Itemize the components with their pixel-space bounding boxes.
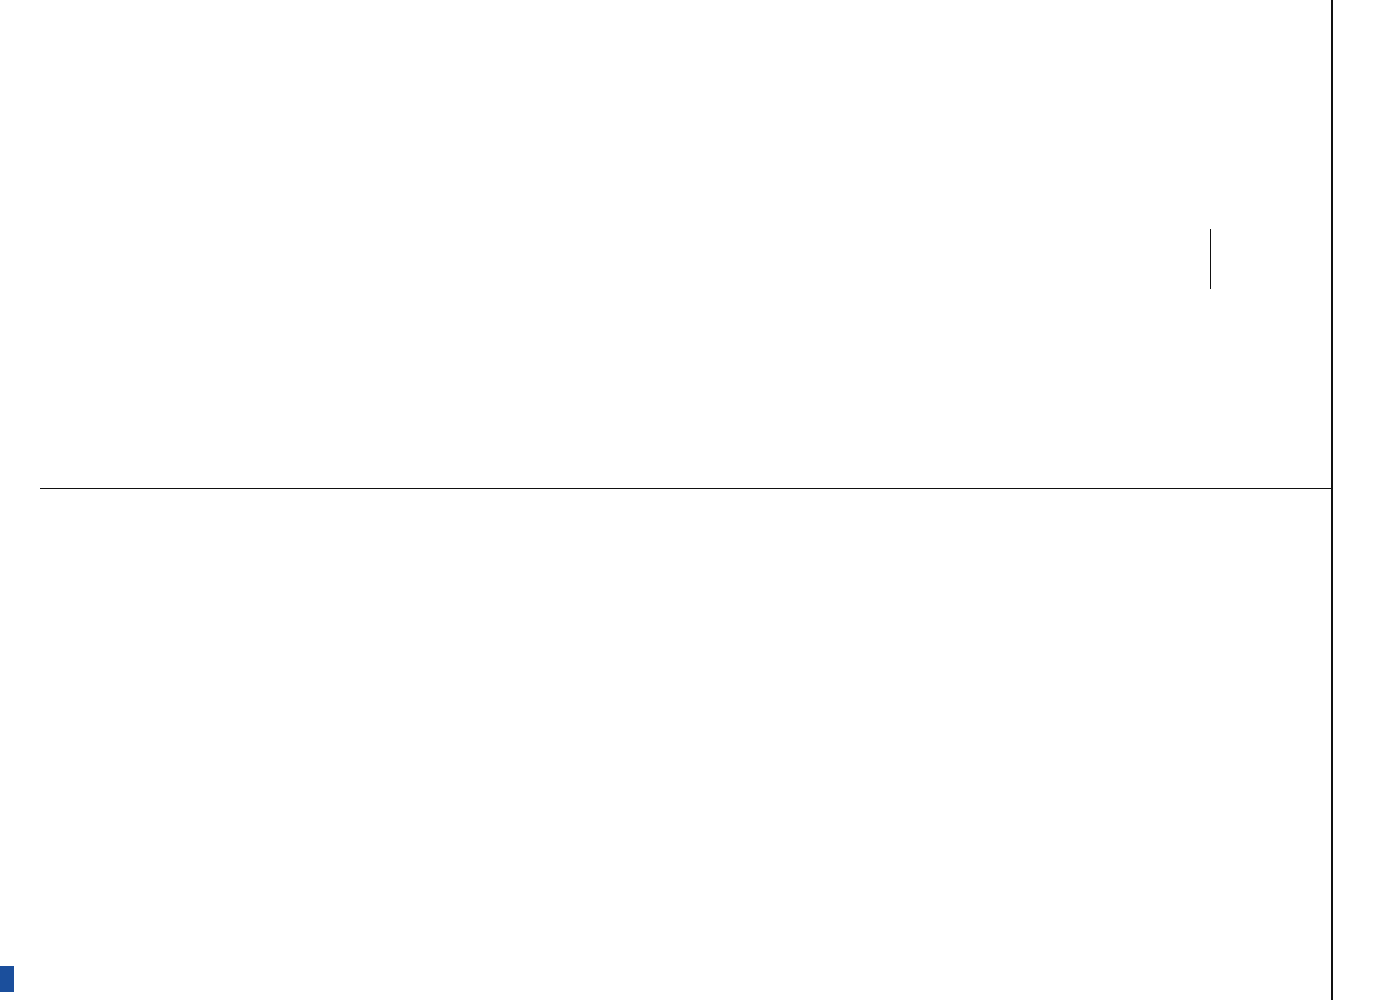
column-divider: [40, 488, 1333, 489]
running-header: [1339, 40, 1361, 960]
left-column: [1188, 40, 1321, 478]
header-rule: [1331, 0, 1333, 1000]
seite-label: [1188, 40, 1202, 478]
dfg-logo-icon: [0, 966, 14, 992]
title-rule: [1210, 229, 1211, 289]
right-column: [1311, 503, 1321, 958]
